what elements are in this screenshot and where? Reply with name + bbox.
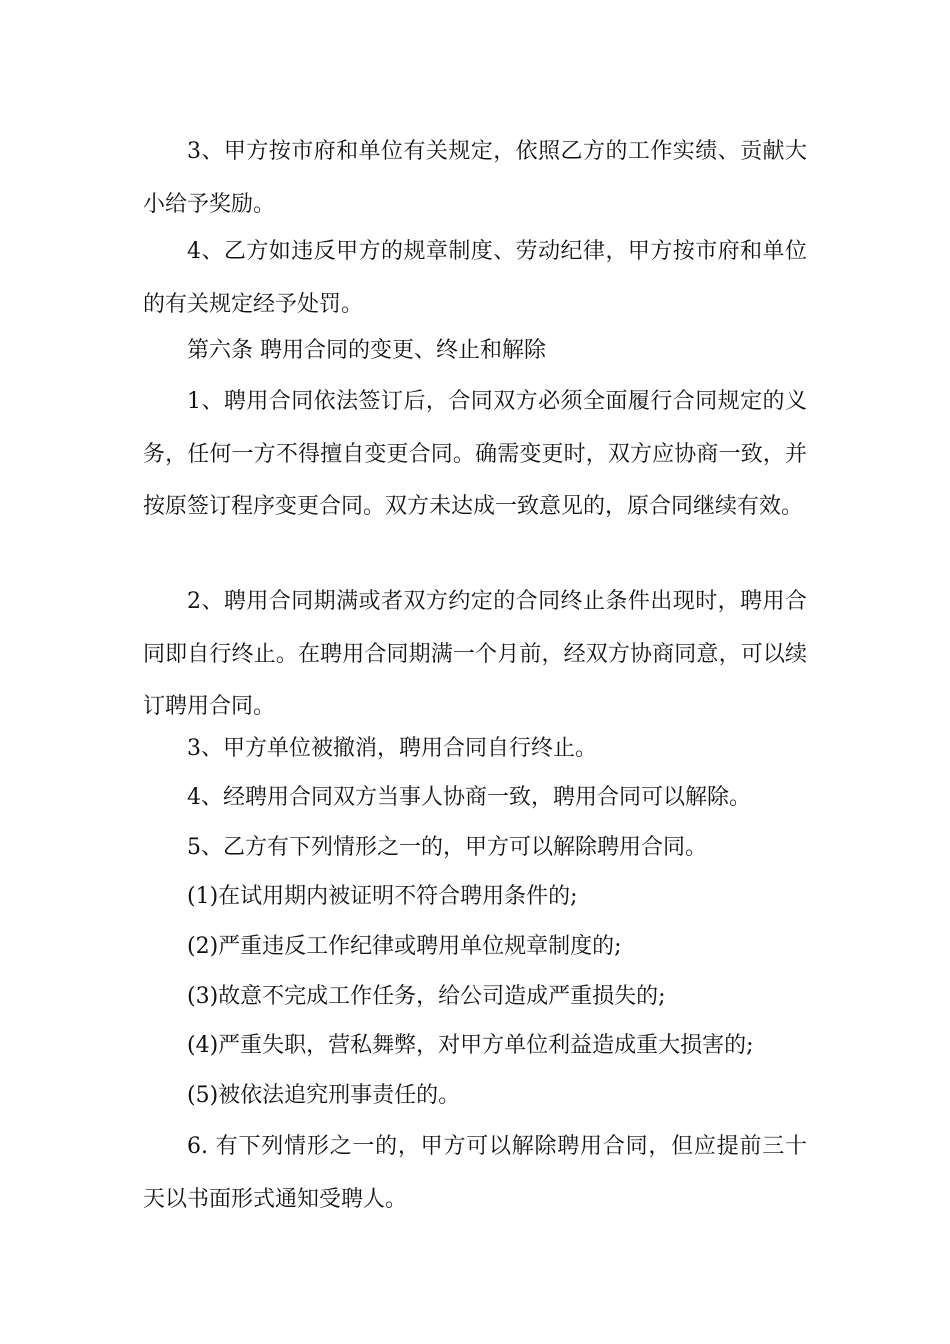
list-item-condition-5: (5)被依法追究刑事责任的。 — [187, 1083, 461, 1108]
list-item-condition-4: (4)严重失职，营私舞弊，对甲方单位利益造成重大损害的; — [187, 1033, 754, 1058]
paragraph-clause-6-5: 5、乙方有下列情形之一的，甲方可以解除聘用合同。 — [187, 835, 707, 860]
list-item-condition-1: (1)在试用期内被证明不符合聘用条件的; — [187, 884, 578, 909]
paragraph-clause-6-4: 4、经聘用合同双方当事人协商一致，聘用合同可以解除。 — [187, 785, 751, 810]
paragraph-clause-6-2: 2、聘用合同期满或者双方约定的合同终止条件出现时，聘用合同即自行终止。在聘用合同期满一个月前，经双方协商同意，可以续订聘用合同。 — [143, 589, 807, 719]
paragraph-clause-5-3: 3、甲方按市府和单位有关规定，依照乙方的工作实绩、贡献大小给予奖励。 — [143, 139, 807, 217]
paragraph-clause-5-4: 4、乙方如违反甲方的规章制度、劳动纪律，甲方按市府和单位的有关规定经予处罚。 — [143, 239, 807, 317]
paragraph-clause-6-3: 3、甲方单位被撤消，聘用合同自行终止。 — [187, 736, 597, 761]
paragraph-clause-6-6: 6. 有下列情形之一的，甲方可以解除聘用合同，但应提前三十天以书面形式通知受聘人。 — [143, 1134, 807, 1212]
list-item-condition-3: (3)故意不完成工作任务，给公司造成严重损失的; — [187, 984, 666, 1009]
list-item-condition-2: (2)严重违反工作纪律或聘用单位规章制度的; — [187, 934, 622, 959]
section-heading-article-6: 第六条 聘用合同的变更、终止和解除 — [187, 338, 546, 363]
paragraph-clause-6-1: 1、聘用合同依法签订后，合同双方必须全面履行合同规定的义务，任何一方不得擅自变更合同。确需变更时，双方应协商一致，并按原签订程序变更合同。双方未达成一致意见的，原合同继续有效。 — [143, 389, 807, 519]
